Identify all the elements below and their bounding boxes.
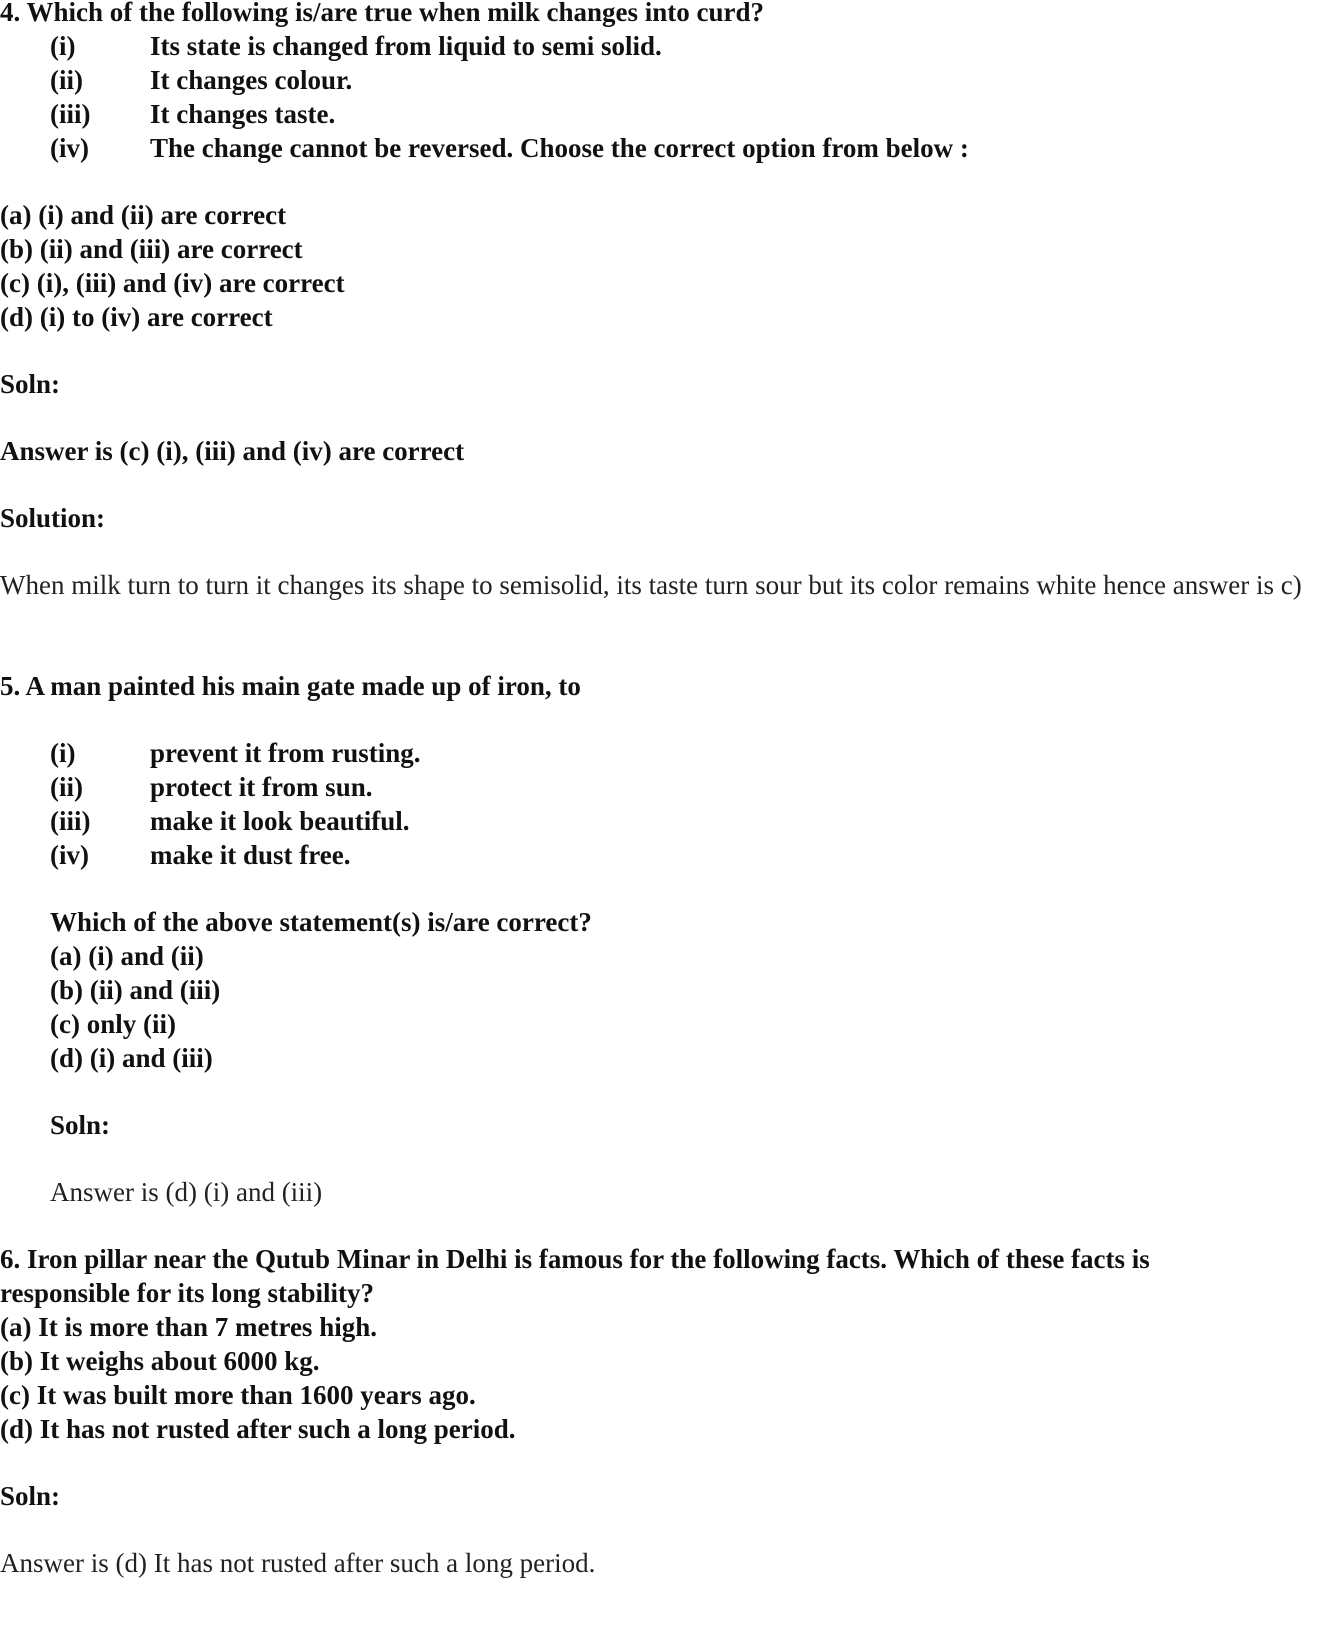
q6-option-d: (d) It has not rusted after such a long period. bbox=[0, 1414, 516, 1444]
q4-option-c: (c) (i), (iii) and (iv) are correct bbox=[0, 268, 345, 298]
q5-answer: Answer is (d) (i) and (iii) bbox=[50, 1177, 323, 1207]
q5-statement-num: (iii) bbox=[50, 806, 91, 836]
q6-soln-label: Soln: bbox=[0, 1481, 61, 1511]
q5-statement-num: (ii) bbox=[50, 772, 83, 802]
q5-option-c: (c) only (ii) bbox=[50, 1009, 176, 1039]
q5-option-d: (d) (i) and (iii) bbox=[50, 1043, 213, 1073]
q6-option-a: (a) It is more than 7 metres high. bbox=[0, 1312, 377, 1342]
q4-statement-num: (ii) bbox=[50, 65, 83, 95]
q5-option-a: (a) (i) and (ii) bbox=[50, 941, 204, 971]
q4-option-a: (a) (i) and (ii) are correct bbox=[0, 200, 287, 230]
q4-soln-label: Soln: bbox=[0, 369, 61, 399]
q4-statement-text: The change cannot be reversed. Choose the correct option from below : bbox=[150, 133, 969, 163]
q4-solution-text: When milk turn to turn it changes its shape to semisolid, its taste turn sour but its color remains white hence answer is c) bbox=[0, 570, 1302, 600]
q5-statement-text: make it look beautiful. bbox=[150, 806, 410, 836]
q5-statement-text: protect it from sun. bbox=[150, 772, 373, 802]
q4-question: 4. Which of the following is/are true when milk changes into curd? bbox=[0, 0, 765, 27]
q4-statement-text: Its state is changed from liquid to semi solid. bbox=[150, 31, 662, 61]
q5-statement-text: make it dust free. bbox=[150, 840, 351, 870]
q6-question-line2: responsible for its long stability? bbox=[0, 1278, 375, 1308]
q6-option-c: (c) It was built more than 1600 years ago. bbox=[0, 1380, 476, 1410]
q4-statement-num: (iii) bbox=[50, 99, 91, 129]
q4-statement-num: (i) bbox=[50, 31, 76, 61]
q4-solution-label: Solution: bbox=[0, 503, 106, 533]
q5-statement-text: prevent it from rusting. bbox=[150, 738, 421, 768]
q5-prompt: Which of the above statement(s) is/are correct? bbox=[50, 907, 592, 937]
q4-option-b: (b) (ii) and (iii) are correct bbox=[0, 234, 303, 264]
q4-statement-text: It changes colour. bbox=[150, 65, 353, 95]
q5-statement-num: (i) bbox=[50, 738, 76, 768]
q6-answer: Answer is (d) It has not rusted after such a long period. bbox=[0, 1548, 596, 1578]
q6-question-line1: 6. Iron pillar near the Qutub Minar in Delhi is famous for the following facts. Which of these facts is bbox=[0, 1244, 1150, 1274]
q4-statement-text: It changes taste. bbox=[150, 99, 336, 129]
q5-statement-num: (iv) bbox=[50, 840, 89, 870]
q4-statement-num: (iv) bbox=[50, 133, 89, 163]
q6-option-b: (b) It weighs about 6000 kg. bbox=[0, 1346, 320, 1376]
q5-option-b: (b) (ii) and (iii) bbox=[50, 975, 221, 1005]
q4-answer: Answer is (c) (i), (iii) and (iv) are correct bbox=[0, 436, 465, 466]
q5-soln-label: Soln: bbox=[50, 1110, 111, 1140]
q4-option-d: (d) (i) to (iv) are correct bbox=[0, 302, 273, 332]
q5-question: 5. A man painted his main gate made up of iron, to bbox=[0, 671, 581, 701]
